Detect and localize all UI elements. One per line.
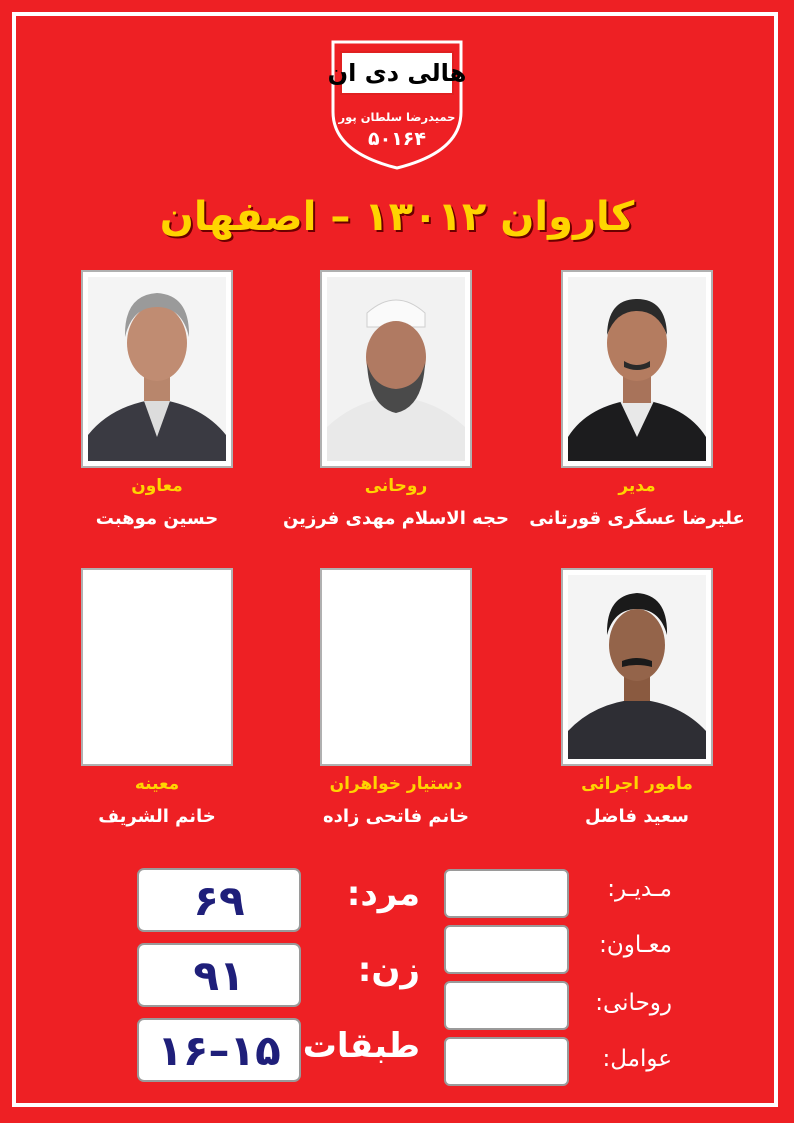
photo-sisters-assistant-placeholder bbox=[320, 568, 472, 766]
women-count: ۹۱ bbox=[193, 950, 245, 1000]
staff-count-box[interactable] bbox=[444, 1037, 569, 1086]
name-deputy: حسین موهبت bbox=[95, 508, 219, 529]
name-female-assistant: خانم الشریف bbox=[98, 806, 216, 827]
manager-count-label: مـدیـر: bbox=[607, 876, 672, 902]
men-count: ۶۹ bbox=[193, 875, 245, 925]
cleric-count-label: روحانی: bbox=[595, 990, 672, 1016]
deputy-count-box[interactable] bbox=[444, 925, 569, 974]
manager-count-box[interactable] bbox=[444, 869, 569, 918]
floors-box bbox=[137, 1018, 301, 1082]
name-sisters-assistant: خانم فاتحی زاده bbox=[322, 806, 470, 827]
logo-number: ۵۰۱۶۴ bbox=[368, 128, 426, 150]
floors-label: طبقات: bbox=[289, 1026, 420, 1066]
name-executive-officer: سعید فاضل bbox=[585, 806, 689, 827]
photo-cleric bbox=[320, 270, 472, 468]
photo-female-assistant-placeholder bbox=[81, 568, 233, 766]
role-sisters-assistant: دستیار خواهران bbox=[329, 774, 463, 794]
page-title: کاروان ۱۳۰۱۲ – اصفهان bbox=[159, 194, 635, 240]
photo-manager bbox=[561, 270, 713, 468]
role-manager: مدیر bbox=[618, 476, 656, 496]
men-count-box bbox=[137, 868, 301, 932]
logo-shield bbox=[327, 40, 467, 170]
role-deputy: معاون bbox=[131, 476, 183, 496]
role-female-assistant: معینه bbox=[134, 774, 180, 794]
logo-title: هالی دی ان bbox=[327, 59, 467, 87]
logo-title-box bbox=[327, 51, 467, 95]
deputy-count-label: معـاون: bbox=[599, 932, 672, 958]
photo-deputy bbox=[81, 270, 233, 468]
staff-count-label: عوامل: bbox=[602, 1046, 672, 1072]
cleric-count-box[interactable] bbox=[444, 981, 569, 1030]
photo-executive-officer bbox=[561, 568, 713, 766]
role-cleric: روحانی bbox=[364, 476, 428, 496]
name-manager: علیرضا عسگری قورتانی bbox=[529, 508, 745, 529]
logo-subtitle: حمیدرضا سلطان پور bbox=[338, 110, 456, 124]
men-label: مرد: bbox=[346, 874, 420, 914]
women-count-box bbox=[137, 943, 301, 1007]
name-cleric: حجه الاسلام مهدی فرزین bbox=[282, 508, 510, 529]
floors-value: ۱۶–۱۵ bbox=[157, 1025, 281, 1075]
women-label: زن: bbox=[357, 950, 420, 990]
role-executive-officer: مامور اجرائی bbox=[581, 774, 693, 794]
